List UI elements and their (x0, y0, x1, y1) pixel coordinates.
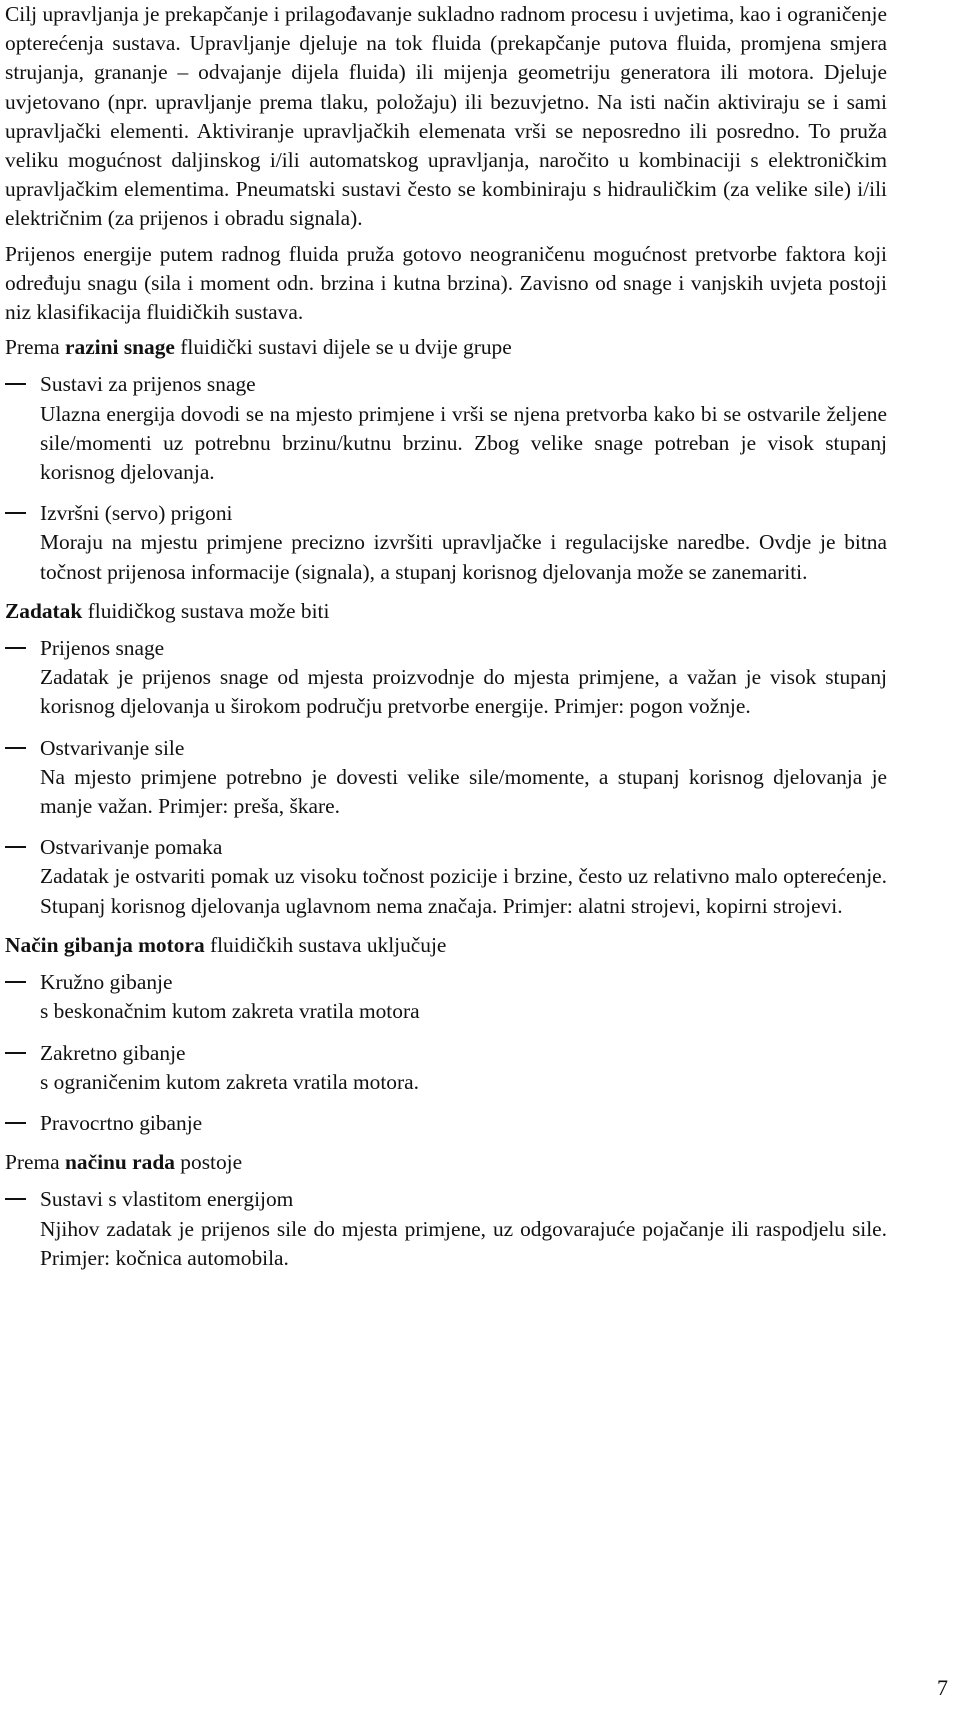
task-section (5, 597, 887, 626)
list-item-description: Zadatak je ostvariti pomak uz visoku točnost pozicije i brzine, često uz relativno malo opterećenje. Stupanj korisnog djelovanja uglavnom nema značaja. Primjer: alatni strojevi, kopirni strojevi. (40, 864, 887, 918)
page-number: 7 (937, 1675, 948, 1700)
document-page (5, 0, 887, 1273)
dash-bullet-icon (5, 371, 40, 391)
section-intro (5, 1148, 887, 1177)
operating-mode-list (5, 1185, 887, 1273)
section-keyword: razini snage (65, 335, 175, 360)
section-intro-suffix: fluidičkog sustava može biti (82, 598, 330, 623)
list-item-description: s beskonačnim kutom zakreta vratila motora (40, 999, 420, 1024)
section-intro-prefix: Prema (5, 1150, 65, 1175)
list-item (5, 734, 887, 822)
list-item (5, 1109, 887, 1138)
intro-paragraph: Prijenos energije putem radnog fluida pruža gotovo neograničenu mogućnost pretvorbe faktora koji određuju snagu (sila i moment odn. brzina i kutna brzina). Zavisno od snage i vanjskih uvjeta postoji niz klasifikacija fluidičkih sustava. (5, 241, 887, 325)
dash-bullet-icon (5, 834, 40, 854)
list-item (5, 1039, 887, 1097)
list-item-title: Pravocrtno gibanje (40, 1110, 203, 1135)
section-intro-prefix: Prema (5, 335, 65, 360)
list-item-description: Njihov zadatak je prijenos sile do mjesta primjene, uz odgovarajuće pojačanje ili raspodjelu sile. Primjer: kočnica automobila. (40, 1216, 887, 1270)
list-item-title: Ostvarivanje sile (40, 735, 185, 760)
dash-bullet-icon (5, 1040, 40, 1060)
list-item (5, 968, 887, 1026)
list-item-title: Sustavi za prijenos snage (40, 372, 256, 397)
task-list (5, 634, 887, 921)
operating-mode-section (5, 1148, 887, 1177)
motion-type-section (5, 931, 887, 960)
dash-bullet-icon (5, 500, 40, 520)
list-item (5, 1185, 887, 1273)
dash-bullet-icon (5, 1110, 40, 1130)
list-item-title: Ostvarivanje pomaka (40, 835, 223, 860)
list-item-description: Zadatak je prijenos snage od mjesta proizvodnje do mjesta primjene, a važan je visok stupanj korisnog djelovanja u širokom području pretvorbe energije. Primjer: pogon vožnje. (40, 665, 887, 719)
list-item-description: Na mjesto primjene potrebno je dovesti velike sile/momente, a stupanj korisnog djelovanja je manje važan. Primjer: preša, škare. (40, 764, 887, 819)
list-item-title: Izvršni (servo) prigoni (40, 501, 233, 526)
section-intro (5, 333, 887, 362)
list-item (5, 370, 887, 487)
motion-type-list (5, 968, 887, 1138)
list-item (5, 634, 887, 722)
section-intro (5, 931, 887, 960)
section-intro-suffix: fluidičkih sustava uključuje (204, 932, 447, 957)
section-intro (5, 597, 887, 626)
list-item-title: Kružno gibanje (40, 970, 173, 995)
dash-bullet-icon (5, 735, 40, 755)
section-keyword: načinu rada (65, 1150, 175, 1175)
power-level-list (5, 370, 887, 586)
list-item (5, 833, 887, 921)
list-item-description: s ograničenim kutom zakreta vratila motora. (40, 1069, 419, 1094)
section-intro-suffix: fluidički sustavi dijele se u dvije grupe (174, 335, 512, 360)
list-item-description: Moraju na mjestu primjene precizno izvršiti upravljačke i regulacijske naredbe. Ovdje je bitna točnost prijenosa informacije (signala), a stupanj korisnog djelovanja može se zanemariti. (40, 530, 887, 584)
dash-bullet-icon (5, 635, 40, 655)
intro-paragraph: Cilj upravljanja je prekapčanje i prilagođavanje sukladno radnom procesu i uvjetima, kao i ograničenje opterećenja sustava. Upravljanje djeluje na tok fluida (prekapčanje putova fluida, promjena smjera strujanja, grananje – odvajanje dijela fluida) ili mijenja geometriju generatora ili motora. Djeluje uvjetovano (npr. upravljanje prema tlaku, položaju) ili bezuvjetno. Na isti način aktiviraju se i sami upravljački elementi. Aktiviranje upravljačkih elemenata vrši se neposredno ili posredno. To pruža veliku mogućnost daljinskog i/ili automatskog upravljanja, naročito u kombinaciji s elektroničkim upravljačkim elementima. Pneumatski sustavi često se kombiniraju s hidrauličkim (za velike sile) i/ili električnim (za prijenos i obradu signala). (5, 2, 887, 231)
section-intro-suffix: postoje (174, 1150, 243, 1175)
intro-section (5, 0, 887, 327)
list-item-title: Prijenos snage (40, 636, 165, 661)
dash-bullet-icon (5, 1186, 40, 1206)
list-item-title: Zakretno gibanje (40, 1040, 186, 1065)
section-keyword: Način gibanja motora (5, 932, 205, 957)
list-item-title: Sustavi s vlastitom energijom (40, 1187, 294, 1212)
list-item-description: Ulazna energija dovodi se na mjesto primjene i vrši se njena pretvorba kako bi se ostvarile željene sile/momenti uz potrebnu brzinu/kutnu brzinu. Zbog velike snage potreban je visok stupanj korisnog djelovanja. (40, 401, 887, 485)
dash-bullet-icon (5, 969, 40, 989)
power-level-section (5, 333, 887, 362)
section-keyword: Zadatak (5, 598, 83, 623)
list-item (5, 499, 887, 587)
